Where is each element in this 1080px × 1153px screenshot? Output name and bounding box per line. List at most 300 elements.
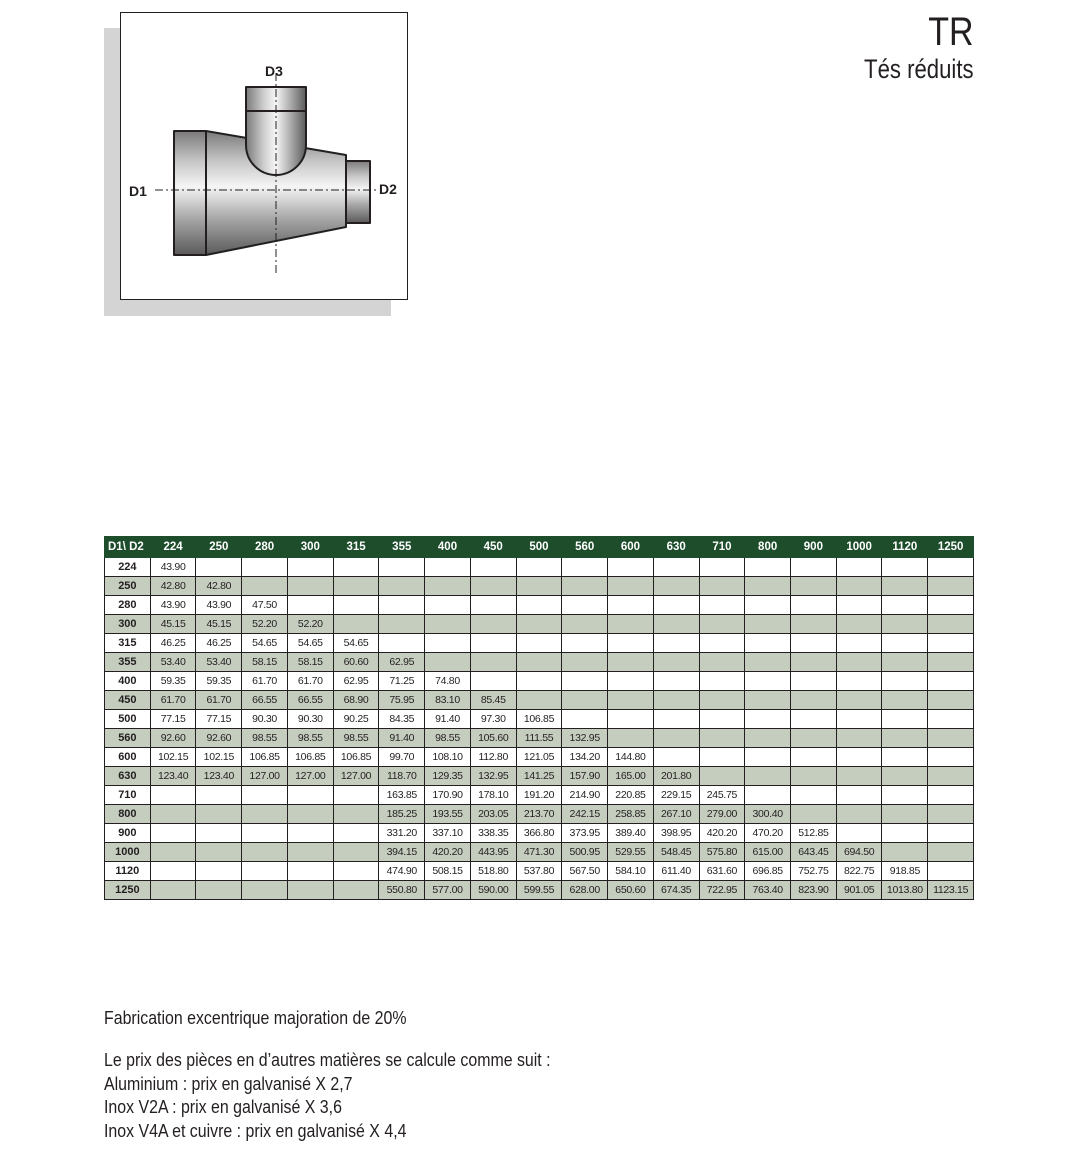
column-header-d2: 450: [470, 537, 516, 558]
price-cell: [470, 672, 516, 691]
price-cell: 722.95: [699, 881, 745, 900]
price-cell: 66.55: [242, 691, 288, 710]
price-cell: [287, 596, 333, 615]
material-notes: [104, 1048, 623, 1142]
price-cell: 470.20: [745, 824, 791, 843]
price-cell: [882, 805, 928, 824]
price-cell: 338.35: [470, 824, 516, 843]
table-row: [105, 843, 974, 862]
price-cell: [882, 824, 928, 843]
price-cell: [653, 710, 699, 729]
table-corner-label: D1\ D2: [105, 537, 151, 558]
price-cell: [608, 729, 654, 748]
price-cell: 398.95: [653, 824, 699, 843]
price-cell: [836, 653, 882, 672]
row-header-d1: 900: [105, 824, 151, 843]
price-cell: [150, 786, 196, 805]
price-cell: [928, 748, 974, 767]
product-code: TR: [928, 10, 974, 54]
price-cell: 548.45: [653, 843, 699, 862]
price-cell: [791, 558, 837, 577]
price-cell: 331.20: [379, 824, 425, 843]
label-d1: D1: [129, 183, 147, 199]
price-cell: 193.55: [425, 805, 471, 824]
column-header-d2: 280: [242, 537, 288, 558]
price-cell: 54.65: [242, 634, 288, 653]
price-cell: 127.00: [242, 767, 288, 786]
row-header-d1: 630: [105, 767, 151, 786]
price-cell: 823.90: [791, 881, 837, 900]
price-cell: 584.10: [608, 862, 654, 881]
price-cell: [699, 596, 745, 615]
price-cell: [470, 615, 516, 634]
price-cell: 590.00: [470, 881, 516, 900]
price-cell: [242, 577, 288, 596]
price-cell: [379, 558, 425, 577]
price-cell: 75.95: [379, 691, 425, 710]
note-excentric: [104, 1006, 456, 1030]
price-cell: 108.10: [425, 748, 471, 767]
row-header-d1: 315: [105, 634, 151, 653]
price-cell: [333, 843, 379, 862]
price-cell: [516, 691, 562, 710]
price-cell: [150, 862, 196, 881]
price-cell: [196, 805, 242, 824]
price-cell: [882, 710, 928, 729]
price-cell: [287, 881, 333, 900]
price-cell: 92.60: [150, 729, 196, 748]
price-cell: [562, 653, 608, 672]
price-cell: [928, 767, 974, 786]
price-cell: 61.70: [287, 672, 333, 691]
price-cell: 220.85: [608, 786, 654, 805]
column-header-d2: 1120: [882, 537, 928, 558]
column-header-d2: 710: [699, 537, 745, 558]
price-cell: 106.85: [516, 710, 562, 729]
price-cell: [516, 577, 562, 596]
price-cell: [562, 634, 608, 653]
price-cell: [928, 824, 974, 843]
price-cell: [928, 691, 974, 710]
price-cell: 575.80: [699, 843, 745, 862]
row-header-d1: 224: [105, 558, 151, 577]
price-cell: 98.55: [425, 729, 471, 748]
price-cell: [150, 824, 196, 843]
column-header-d2: 250: [196, 537, 242, 558]
price-cell: [562, 710, 608, 729]
price-cell: 674.35: [653, 881, 699, 900]
price-cell: [791, 672, 837, 691]
price-cell: [242, 558, 288, 577]
row-header-d1: 710: [105, 786, 151, 805]
price-cell: [791, 596, 837, 615]
price-cell: 129.35: [425, 767, 471, 786]
price-cell: [882, 672, 928, 691]
price-cell: 203.05: [470, 805, 516, 824]
price-cell: [882, 577, 928, 596]
price-cell: [242, 786, 288, 805]
price-cell: 599.55: [516, 881, 562, 900]
price-cell: 537.80: [516, 862, 562, 881]
price-cell: [196, 843, 242, 862]
price-cell: [470, 596, 516, 615]
row-header-d1: 560: [105, 729, 151, 748]
price-cell: [516, 615, 562, 634]
price-cell: [928, 805, 974, 824]
price-cell: 61.70: [150, 691, 196, 710]
price-cell: [699, 634, 745, 653]
price-cell: 694.50: [836, 843, 882, 862]
price-cell: 529.55: [608, 843, 654, 862]
price-cell: [653, 596, 699, 615]
price-cell: [836, 558, 882, 577]
price-cell: [928, 634, 974, 653]
table-row: [105, 577, 974, 596]
price-cell: [791, 767, 837, 786]
price-cell: [882, 634, 928, 653]
price-cell: 98.55: [242, 729, 288, 748]
price-cell: 132.95: [562, 729, 608, 748]
column-header-d2: 224: [150, 537, 196, 558]
table-row: [105, 862, 974, 881]
price-cell: [928, 729, 974, 748]
price-cell: [928, 672, 974, 691]
price-cell: [608, 691, 654, 710]
price-cell: [608, 634, 654, 653]
price-cell: [425, 615, 471, 634]
product-title: Tés réduits: [864, 54, 974, 84]
price-cell: 901.05: [836, 881, 882, 900]
table-row: [105, 805, 974, 824]
price-cell: 61.70: [196, 691, 242, 710]
price-cell: 62.95: [333, 672, 379, 691]
price-cell: [562, 691, 608, 710]
price-cell: 822.75: [836, 862, 882, 881]
price-cell: [699, 577, 745, 596]
price-cell: 643.45: [791, 843, 837, 862]
label-d3: D3: [265, 63, 283, 79]
price-cell: 763.40: [745, 881, 791, 900]
price-cell: [516, 653, 562, 672]
price-cell: 1013.80: [882, 881, 928, 900]
price-cell: [470, 577, 516, 596]
price-cell: 99.70: [379, 748, 425, 767]
pipe-d1-collar: [174, 131, 206, 255]
column-header-d2: 630: [653, 537, 699, 558]
price-cell: [745, 634, 791, 653]
note-intro: Le prix des pièces en d’autres matières se calcule comme suit :: [104, 1049, 551, 1070]
price-cell: 123.40: [196, 767, 242, 786]
column-header-d2: 600: [608, 537, 654, 558]
price-cell: [470, 634, 516, 653]
pipe-d2-collar: [346, 161, 370, 223]
price-cell: [699, 767, 745, 786]
price-cell: 650.60: [608, 881, 654, 900]
price-cell: 52.20: [287, 615, 333, 634]
row-header-d1: 800: [105, 805, 151, 824]
price-cell: 68.90: [333, 691, 379, 710]
price-cell: 47.50: [242, 596, 288, 615]
row-header-d1: 250: [105, 577, 151, 596]
price-cell: 46.25: [196, 634, 242, 653]
column-header-d2: 500: [516, 537, 562, 558]
price-cell: 106.85: [242, 748, 288, 767]
price-cell: 420.20: [425, 843, 471, 862]
price-cell: [745, 710, 791, 729]
price-cell: [242, 824, 288, 843]
price-cell: [379, 615, 425, 634]
price-cell: [745, 691, 791, 710]
price-cell: [928, 862, 974, 881]
price-cell: [836, 786, 882, 805]
column-header-d2: 1000: [836, 537, 882, 558]
price-cell: [745, 767, 791, 786]
price-cell: [791, 729, 837, 748]
price-cell: 752.75: [791, 862, 837, 881]
price-cell: 163.85: [379, 786, 425, 805]
price-cell: [425, 634, 471, 653]
price-cell: 577.00: [425, 881, 471, 900]
price-cell: [882, 653, 928, 672]
price-cell: [287, 786, 333, 805]
price-cell: [928, 615, 974, 634]
price-cell: [836, 615, 882, 634]
price-cell: [287, 824, 333, 843]
price-cell: [836, 805, 882, 824]
price-cell: [608, 710, 654, 729]
table-row: [105, 634, 974, 653]
price-cell: 245.75: [699, 786, 745, 805]
price-cell: [745, 786, 791, 805]
price-cell: 500.95: [562, 843, 608, 862]
price-cell: [242, 805, 288, 824]
price-cell: 1123.15: [928, 881, 974, 900]
price-cell: [745, 653, 791, 672]
price-cell: 42.80: [196, 577, 242, 596]
price-cell: [791, 577, 837, 596]
price-cell: [242, 881, 288, 900]
price-cell: 373.95: [562, 824, 608, 843]
row-header-d1: 600: [105, 748, 151, 767]
price-cell: 518.80: [470, 862, 516, 881]
price-cell: 443.95: [470, 843, 516, 862]
price-cell: [653, 615, 699, 634]
price-cell: [516, 672, 562, 691]
price-cell: 918.85: [882, 862, 928, 881]
price-cell: [562, 577, 608, 596]
price-cell: [425, 577, 471, 596]
row-header-d1: 400: [105, 672, 151, 691]
price-cell: 567.50: [562, 862, 608, 881]
price-cell: 112.80: [470, 748, 516, 767]
price-cell: [333, 805, 379, 824]
price-cell: [653, 729, 699, 748]
price-cell: [836, 729, 882, 748]
note-inox-v4a: Inox V4A et cuivre : prix en galvanisé X 4,4: [104, 1119, 407, 1141]
price-cell: [928, 558, 974, 577]
price-cell: 92.60: [196, 729, 242, 748]
price-cell: [287, 805, 333, 824]
table-row: [105, 786, 974, 805]
price-cell: [745, 748, 791, 767]
price-cell: 43.90: [196, 596, 242, 615]
price-cell: [196, 786, 242, 805]
price-cell: [928, 653, 974, 672]
price-cell: [196, 881, 242, 900]
price-cell: [150, 805, 196, 824]
price-cell: [836, 748, 882, 767]
price-cell: 53.40: [196, 653, 242, 672]
price-cell: [196, 558, 242, 577]
table-row: [105, 729, 974, 748]
price-cell: 111.55: [516, 729, 562, 748]
price-cell: 201.80: [653, 767, 699, 786]
price-cell: [699, 558, 745, 577]
price-cell: 127.00: [333, 767, 379, 786]
price-cell: [791, 691, 837, 710]
price-cell: 615.00: [745, 843, 791, 862]
price-cell: [608, 558, 654, 577]
price-cell: 91.40: [379, 729, 425, 748]
price-cell: 178.10: [470, 786, 516, 805]
price-cell: 366.80: [516, 824, 562, 843]
price-cell: [699, 748, 745, 767]
price-cell: 43.90: [150, 558, 196, 577]
price-cell: [333, 786, 379, 805]
price-cell: 53.40: [150, 653, 196, 672]
price-cell: 74.80: [425, 672, 471, 691]
table-row: [105, 881, 974, 900]
table-row: [105, 596, 974, 615]
price-cell: [333, 558, 379, 577]
note-excentric-text: Fabrication excentrique majoration de 20%: [104, 1007, 407, 1028]
price-cell: [150, 881, 196, 900]
price-cell: [196, 862, 242, 881]
price-cell: [928, 786, 974, 805]
price-cell: 66.55: [287, 691, 333, 710]
row-header-d1: 450: [105, 691, 151, 710]
price-cell: 106.85: [287, 748, 333, 767]
price-cell: [333, 862, 379, 881]
price-cell: 394.15: [379, 843, 425, 862]
price-cell: [196, 824, 242, 843]
note-inox-v2a: Inox V2A : prix en galvanisé X 3,6: [104, 1096, 342, 1117]
price-cell: 83.10: [425, 691, 471, 710]
row-header-d1: 355: [105, 653, 151, 672]
column-header-d2: 800: [745, 537, 791, 558]
price-cell: 90.25: [333, 710, 379, 729]
price-cell: [425, 596, 471, 615]
price-cell: 141.25: [516, 767, 562, 786]
price-cell: 102.15: [196, 748, 242, 767]
price-cell: [928, 843, 974, 862]
row-header-d1: 300: [105, 615, 151, 634]
price-cell: [882, 748, 928, 767]
column-header-d2: 300: [287, 537, 333, 558]
price-cell: 258.85: [608, 805, 654, 824]
price-cell: 279.00: [699, 805, 745, 824]
price-cell: 59.35: [150, 672, 196, 691]
price-cell: [791, 786, 837, 805]
price-cell: [882, 615, 928, 634]
price-cell: [653, 672, 699, 691]
price-cell: [791, 710, 837, 729]
price-cell: 191.20: [516, 786, 562, 805]
price-cell: 90.30: [287, 710, 333, 729]
column-header-d2: 355: [379, 537, 425, 558]
price-cell: [791, 653, 837, 672]
price-cell: [242, 862, 288, 881]
table-row: [105, 767, 974, 786]
price-cell: [562, 558, 608, 577]
column-header-d2: 560: [562, 537, 608, 558]
price-cell: [882, 786, 928, 805]
table-row: [105, 615, 974, 634]
price-cell: [699, 729, 745, 748]
label-d2: D2: [379, 181, 397, 197]
price-cell: 62.95: [379, 653, 425, 672]
price-cell: [287, 558, 333, 577]
price-cell: [745, 615, 791, 634]
price-cell: 54.65: [333, 634, 379, 653]
price-cell: 144.80: [608, 748, 654, 767]
price-cell: [608, 596, 654, 615]
price-cell: 84.35: [379, 710, 425, 729]
price-cell: 42.80: [150, 577, 196, 596]
price-cell: 45.15: [150, 615, 196, 634]
price-cell: 631.60: [699, 862, 745, 881]
price-cell: [333, 577, 379, 596]
page-header: [840, 10, 974, 84]
price-cell: [425, 558, 471, 577]
price-cell: [425, 653, 471, 672]
price-cell: 105.60: [470, 729, 516, 748]
price-cell: [882, 691, 928, 710]
price-cell: [562, 596, 608, 615]
price-cell: 43.90: [150, 596, 196, 615]
price-cell: 165.00: [608, 767, 654, 786]
price-cell: [745, 558, 791, 577]
row-header-d1: 1250: [105, 881, 151, 900]
price-cell: 106.85: [333, 748, 379, 767]
price-cell: [379, 596, 425, 615]
price-cell: [470, 653, 516, 672]
price-cell: [836, 824, 882, 843]
price-cell: 134.20: [562, 748, 608, 767]
price-cell: [653, 634, 699, 653]
price-cell: 337.10: [425, 824, 471, 843]
price-cell: [150, 843, 196, 862]
price-cell: 90.30: [242, 710, 288, 729]
price-cell: 118.70: [379, 767, 425, 786]
price-cell: 121.05: [516, 748, 562, 767]
price-cell: 52.20: [242, 615, 288, 634]
price-cell: 628.00: [562, 881, 608, 900]
price-cell: [836, 767, 882, 786]
price-cell: [699, 710, 745, 729]
table-header-row: [105, 537, 974, 558]
row-header-d1: 280: [105, 596, 151, 615]
price-cell: [242, 843, 288, 862]
price-cell: [562, 672, 608, 691]
price-cell: 85.45: [470, 691, 516, 710]
price-cell: [333, 615, 379, 634]
price-cell: 60.60: [333, 653, 379, 672]
price-cell: [287, 843, 333, 862]
price-cell: 213.70: [516, 805, 562, 824]
price-cell: [791, 615, 837, 634]
price-cell: 91.40: [425, 710, 471, 729]
